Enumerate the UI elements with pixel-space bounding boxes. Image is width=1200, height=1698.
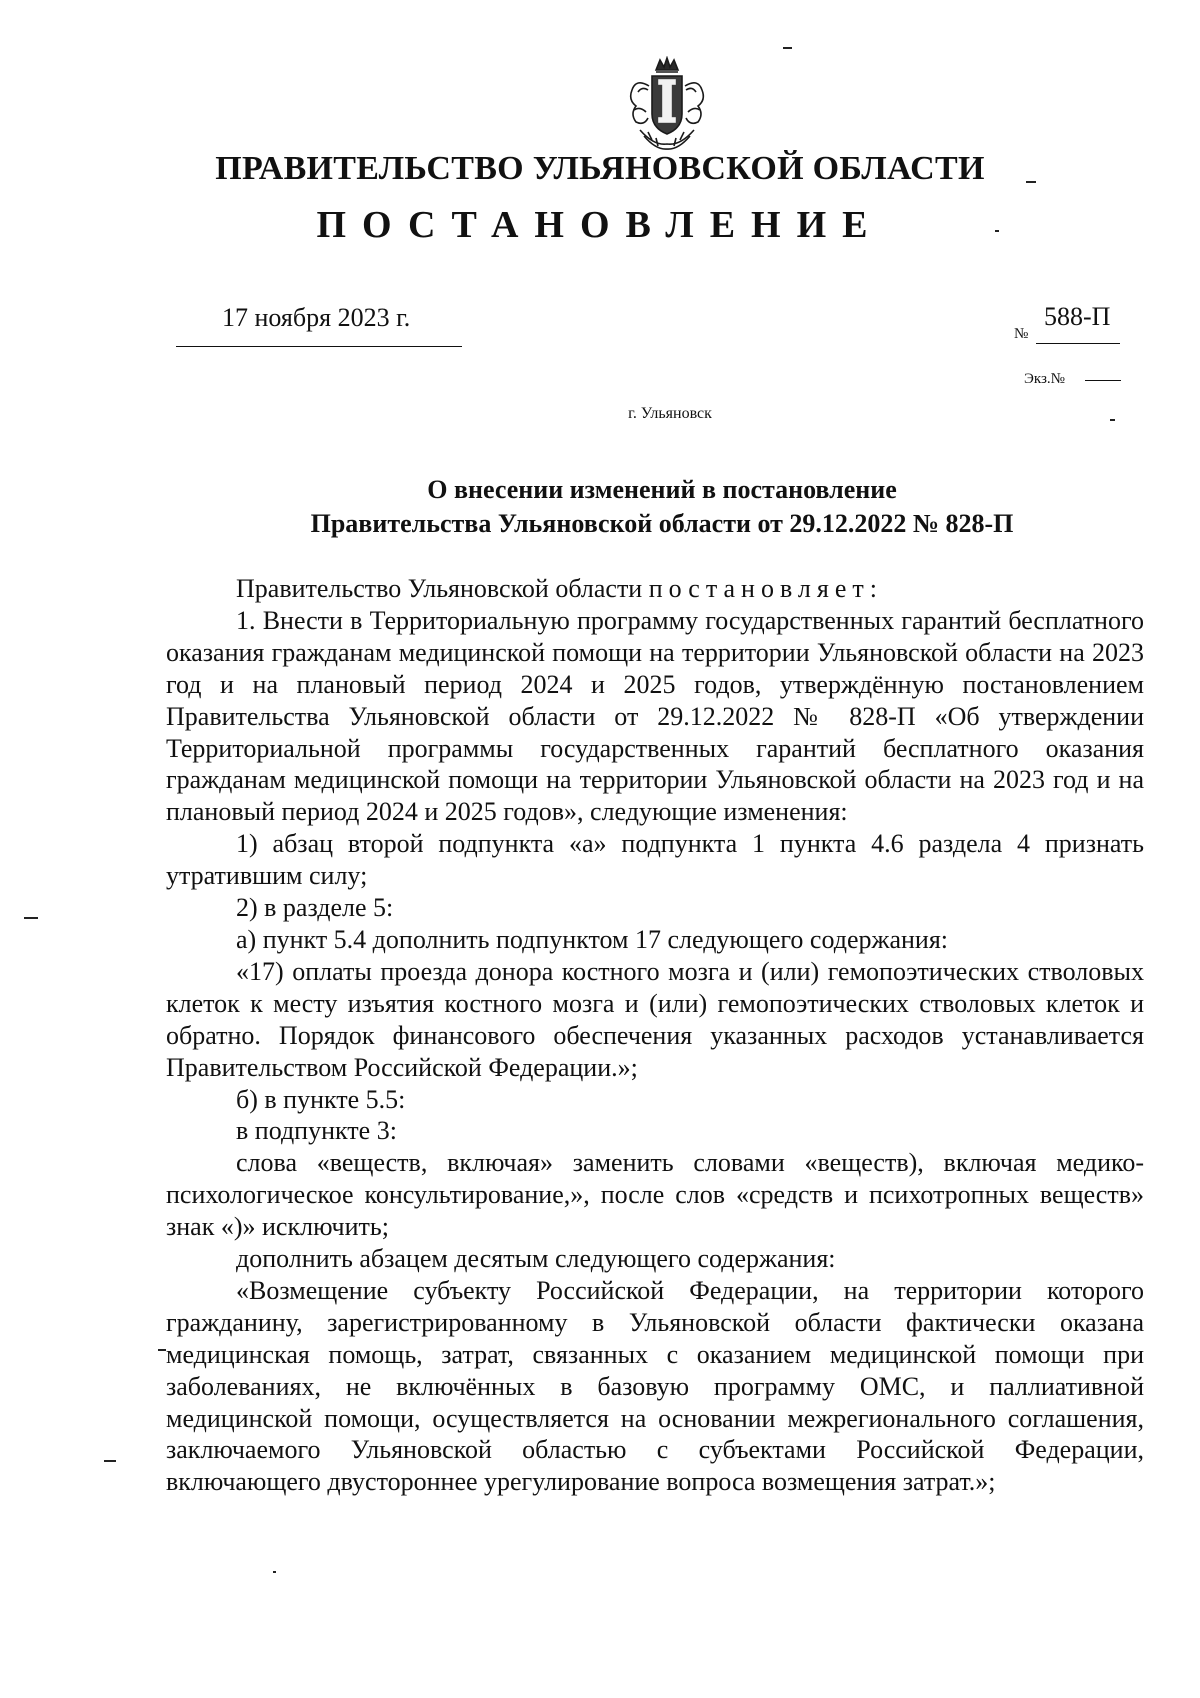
scan-speck	[158, 1349, 166, 1351]
paragraph-9: дополнить абзацем десятым следующего содержания:	[236, 1244, 836, 1274]
intro-paragraph	[166, 573, 1144, 605]
paragraph-4: а) пункт 5.4 дополнить подпунктом 17 следующего содержания:	[236, 924, 949, 954]
paragraph-1: 1. Внести в Территориальную программу государственных гарантий бесплатного оказания гражданам медицинской помощи на территории Ульяновской области на 2023 год и на плановый период 2024 и 2025 годов, утверждённую постановлением Правительства Ульяновской области от 29.12.2022 № 828-П «Об утверждении Территориальной программы государственных гарантий бесплатного оказания гражданам медицинской помощи на территории Ульяновской области на 2023 год и на плановый период 2024 и 2025 годов», следующие изменения:	[166, 605, 1144, 827]
number-sign: №	[1014, 326, 1029, 342]
scan-speck	[995, 230, 999, 232]
coat-of-arms-icon	[618, 56, 716, 152]
scan-speck	[1110, 419, 1115, 421]
date-underline	[176, 346, 462, 347]
scan-speck	[24, 917, 38, 919]
paragraph-6: б) в пункте 5.5:	[236, 1084, 406, 1114]
number-underline	[1036, 343, 1120, 344]
paragraph-8: слова «веществ, включая» заменить словами «веществ), включая медико-психологическое консультирование,», после слов «средств и психотропных веществ» знак «)» исключить;	[166, 1148, 1144, 1242]
document-city: г. Ульяновск	[628, 405, 712, 422]
intro-prefix: Правительство Ульяновской области	[236, 574, 643, 603]
paragraph-2: 1) абзац второй подпункта «а» подпункта 1 пункта 4.6 раздела 4 признать утратившим силу;	[166, 829, 1144, 891]
paragraph-7: в подпункте 3:	[236, 1116, 397, 1146]
document-body	[166, 573, 1144, 1498]
copy-number-underline	[1085, 380, 1121, 381]
paragraph-3: 2) в разделе 5:	[236, 893, 394, 923]
organization-name: ПРАВИТЕЛЬСТВО УЛЬЯНОВСКОЙ ОБЛАСТИ	[215, 150, 985, 187]
intro-verb: постановляет:	[648, 574, 883, 603]
document-title	[0, 473, 1200, 541]
paragraph-5: «17) оплаты проезда донора костного мозга и (или) гемопоэтических стволовых клеток к месту изъятия костного мозга и (или) гемопоэтических стволовых клеток и обратно. Порядок финансового обеспечения указанных расходов устанавливается Правительством Российской Федерации.»;	[166, 956, 1144, 1082]
scan-speck	[273, 1571, 276, 1573]
document-number: 588-П	[1044, 302, 1111, 331]
paragraph-10: «Возмещение субъекту Российской Федерации, на территории которого гражданину, зарегистрированному в Ульяновской области фактически оказана медицинская помощь, затрат, связанных с оказанием медицинской помощи при заболеваниях, не включённых в базовую программу ОМС, и паллиативной медицинской помощи, осуществляется на основании межрегионального соглашения, заключаемого Ульяновской областью с субъектами Российской Федерации, включающего двустороннее урегулирование вопроса возмещения затрат.»;	[166, 1275, 1144, 1497]
scan-speck	[783, 47, 792, 49]
document-date: 17 ноября 2023 г.	[222, 303, 411, 332]
scan-speck	[104, 1460, 116, 1462]
scan-speck	[1026, 181, 1036, 183]
copy-number-label: Экз.№	[1024, 371, 1065, 387]
title-line-2: Правительства Ульяновской области от 29.12.2022 № 828-П	[310, 509, 1014, 538]
document-type: ПОСТАНОВЛЕНИЕ	[316, 204, 884, 246]
title-line-1: О внесении изменений в постановление	[427, 475, 897, 504]
